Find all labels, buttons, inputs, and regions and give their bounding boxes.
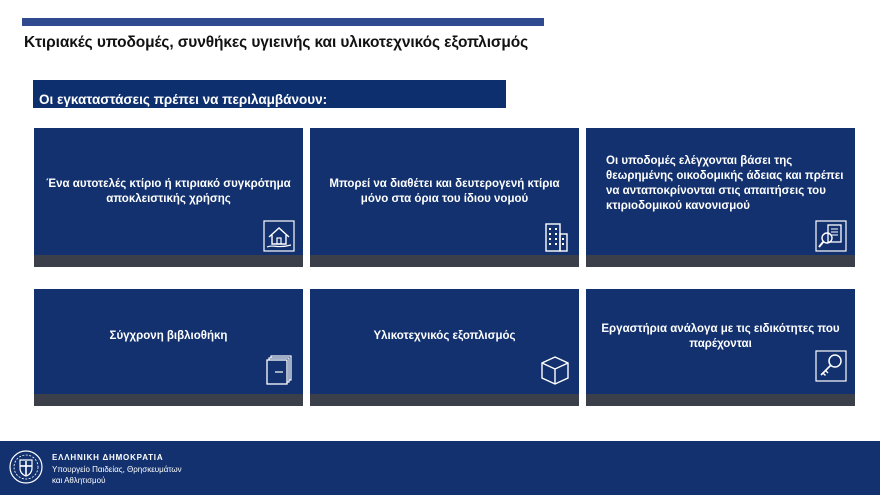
books-icon	[263, 354, 295, 386]
building-icon	[539, 221, 571, 253]
top-accent-bar	[22, 18, 544, 26]
card-library	[34, 289, 303, 406]
footer	[0, 441, 880, 495]
section-header	[33, 80, 506, 108]
footer-ministry-line1: Υπουργείο Παιδείας, Θρησκευμάτων	[52, 465, 182, 474]
card-bottom-strip	[34, 394, 303, 406]
card-bottom-strip	[586, 394, 855, 406]
box-icon	[539, 354, 571, 386]
card-bottom-strip	[310, 255, 579, 267]
card-bottom-strip	[34, 255, 303, 267]
card-text: Εργαστήρια ανάλογα με τις ειδικότητες που παρέχονται	[601, 322, 840, 350]
card-text: Οι υποδομές ελέγχονται βάσει της θεωρημένης οικοδομικής άδειας και πρέπει να ανταποκρίνονται στις απαιτήσεις του κτιριοδομικού κανονισμού	[606, 155, 844, 212]
card-text: Ένα αυτοτελές κτίριο ή κτιριακό συγκρότημα αποκλειστικής χρήσης	[46, 177, 291, 205]
card-bottom-strip	[310, 394, 579, 406]
footer-ministry	[52, 464, 182, 486]
card-bottom-strip	[586, 255, 855, 267]
card-text: Μπορεί να διαθέτει και δευτερογενή κτίρια μόνο στα όρια του ίδιου νομού	[329, 177, 560, 205]
document-search-icon	[815, 220, 847, 252]
card-text: Υλικοτεχνικός εξοπλισμός	[373, 330, 516, 342]
card-equipment	[310, 289, 579, 406]
card-secondary-buildings	[310, 128, 579, 267]
page-title: Κτιριακές υποδομές, συνθήκες υγιεινής και υλικοτεχνικός εξοπλισμός	[24, 34, 529, 51]
card-building-permit	[586, 128, 855, 267]
house-icon	[263, 220, 295, 252]
section-header-label: Οι εγκαταστάσεις πρέπει να περιλαμβάνουν:	[39, 92, 328, 107]
footer-org-name: ΕΛΛΗΝΙΚΗ ΔΗΜΟΚΡΑΤΙΑ	[52, 453, 164, 462]
key-icon	[815, 350, 847, 382]
card-standalone-building	[34, 128, 303, 267]
card-laboratories	[586, 289, 855, 406]
card-text: Σύγχρονη βιβλιοθήκη	[109, 330, 228, 342]
footer-ministry-line2: και Αθλητισμού	[52, 476, 106, 485]
greek-republic-emblem-icon	[8, 449, 44, 485]
